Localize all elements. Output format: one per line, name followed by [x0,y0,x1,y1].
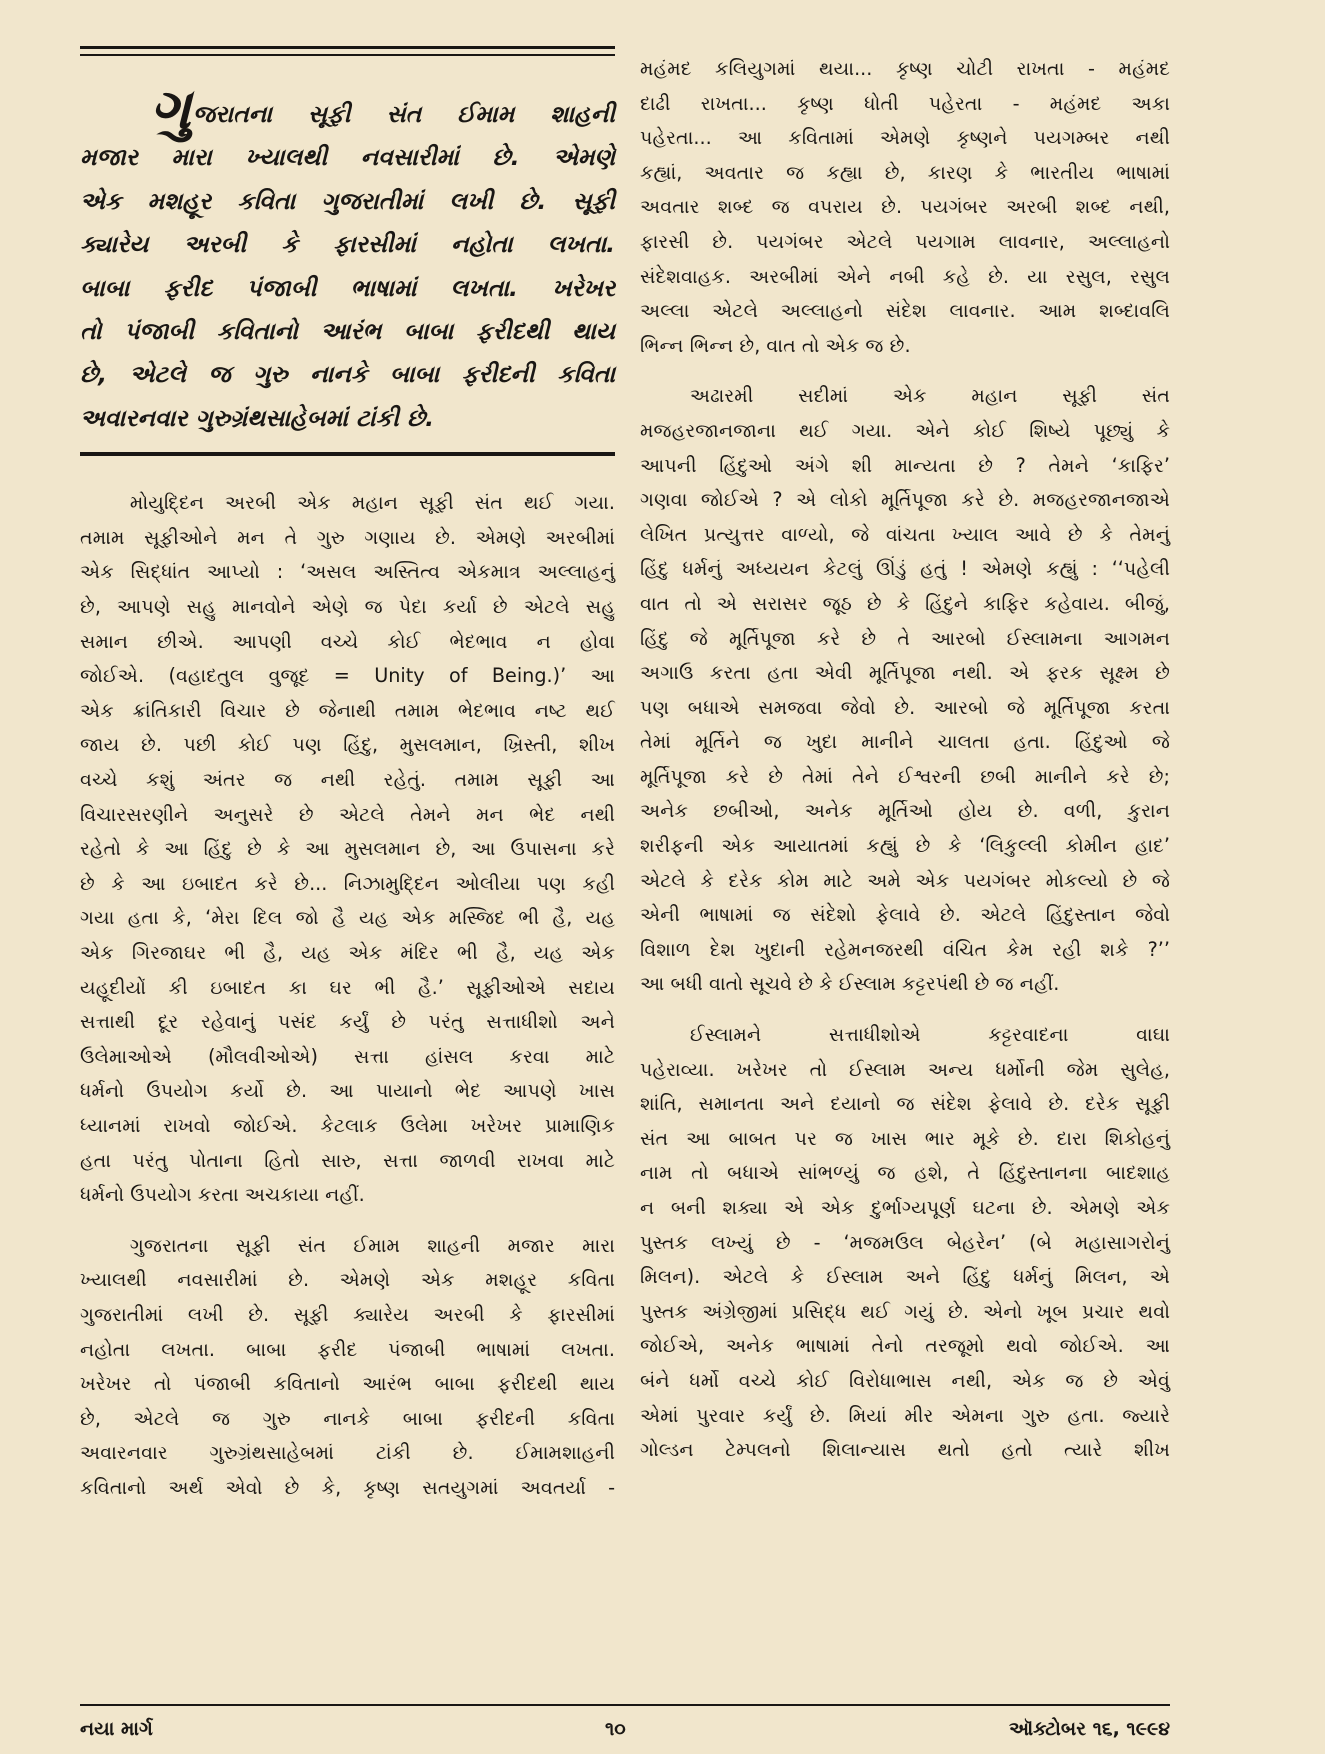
right-text-line: મહંમદ કલિયુગમાં થયા... કૃષ્ણ ચોટી રાખતા - મહંમદ [640,57,1170,80]
footer-rule [80,1704,1170,1706]
left-text-line: ખ્યાલથી નવસારીમાં છે. એમણે એક મશહૂર કવિતા [80,1268,615,1292]
right-text-line: આપની હિંદુઓ અંગે શી માન્યતા છે ? તેમને ‘કાફિર’ [640,453,1170,477]
left-text-line: છે, આપણે સહુ માનવોને એણે જ પેદા કર્યા છે એટલે સહુ [80,595,615,619]
top-double-rule [80,46,615,56]
right-text-line: આ બધી વાતો સૂચવે છે કે ઈસ્લામ કટ્ટરપંથી છે જ નહીં. [640,972,1060,996]
right-text-line: અઢારમી સદીમાં એક મહાન સૂફી સંત [689,384,1170,408]
publication-name: નયા માર્ગ [80,1718,153,1740]
page-footer [80,1718,1170,1744]
right-text-line: શાંતિ, સમાનતા અને દયાનો જ સંદેશ ફેલાવે છે. દરેક સૂફી [640,1092,1170,1116]
left-text-line: યહૂદીયોં કી ઇબાદત કા ઘર ભી હૈ.’ સૂફીઓએ સદાય [80,975,615,999]
pull-quote-line: અવારનવાર ગુરુગ્રંથસાહેબમાં ટાંકી છે. [80,403,435,432]
left-text-line: કવિતાનો અર્થ એવો છે કે, કૃષ્ણ સતયુગમાં અવતર્યા - [80,1475,615,1499]
pull-quote [80,77,615,440]
pull-quote-line: ક્યારેય અરબી કે ફારસીમાં નહોતા લખતા. [80,230,615,259]
issue-date: ઑક્ટોબર ૧૬, ૧૯૯૪ [1008,1718,1170,1740]
right-text-line: બંને ધર્મો વચ્ચે કોઈ વિરોધાભાસ નથી, એક જ છે એવું [640,1368,1170,1392]
right-text-line: એમાં પુરવાર કર્યું છે. મિયાં મીર એમના ગુરુ હતા. જ્યારે [640,1403,1170,1427]
paragraph-gap [640,1002,1170,1018]
right-text-line: પુસ્તક અંગ્રેજીમાં પ્રસિદ્ધ થઈ ગયું છે. એનો ખૂબ પ્રચાર થવો [640,1299,1170,1323]
right-text-line: ન બની શક્યા એ એક દુર્ભાગ્યપૂર્ણ ઘટના છે. એમણે એક [640,1196,1170,1219]
right-text-line: પુસ્તક લખ્યું છે - ‘મજમઉલ બેહરેન’ (બે મહાસાગરોનું [640,1230,1170,1254]
right-text-line: ઈસ્લામને સત્તાધીશોએ કટ્ટરવાદના વાઘા [689,1023,1170,1047]
left-text-line: સમાન છીએ. આપણી વચ્ચે કોઈ ભેદભાવ ન હોવા [80,629,615,653]
right-text-line: સંદેશવાહક. અરબીમાં એને નબી કહે છે. યા રસુલ, રસુલ [640,264,1170,288]
left-text-line: ગુજરાતીમાં લખી છે. સૂફી ક્યારેય અરબી કે ફારસીમાં [80,1302,615,1326]
left-text-line: જાય છે. પછી કોઈ પણ હિંદુ, મુસલમાન, ખ્રિસ્તી, શીખ [80,733,615,757]
right-text-line: એટલે કે દરેક કોમ માટે અમે એક પયગંબર મોકલ્યો છે જે [640,868,1170,892]
left-text-line: એક ગિરજાઘર ભી હૈ, યહ એક મંદિર ભી હૈ, યહ એક [80,940,615,964]
right-text-line: વાત તો એ સરાસર જૂઠ છે કે હિંદુને કાફિર કહેવાય. બીજું, [640,591,1170,615]
pull-quote-line: છે, એટલે જ ગુરુ નાનકે બાબા ફરીદની કવિતા [80,360,615,389]
left-text-line: જોઈએ. (વહાદતુલ વુજૂદ = Unity of Being.)’ આ [80,664,615,688]
left-text-line: સત્તાથી દૂર રહેવાનું પસંદ કર્યું છે પરંતુ સત્તાધીશો અને [80,1010,615,1034]
right-text-line: હિંદુ ધર્મનું અધ્યયન કેટલું ઊંડું હતું ! એમણે કહ્યું : ‘‘પહેલી [640,557,1170,581]
right-text-line: ગોલ્ડન ટેમ્પલનો શિલાન્યાસ થતો હતો ત્યારે શીખ [640,1438,1170,1462]
right-text-line: અનેક છબીઓ, અનેક મૂર્તિઓ હોય છે. વળી, કુરાન [640,799,1170,823]
left-text-line: છે, એટલે જ ગુરુ નાનકે બાબા ફરીદની કવિતા [80,1406,615,1430]
right-text-line: સંત આ બાબત પર જ ખાસ ભાર મૂકે છે. દારા શિકોહનું [640,1126,1170,1150]
right-text-line: એની ભાષામાં જ સંદેશો ફેલાવે છે. એટલે હિંદુસ્તાન જેવો [640,903,1170,927]
paragraph-gap [640,363,1170,379]
left-text-line: નહોતા લખતા. બાબા ફરીદ પંજાબી ભાષામાં લખતા. [80,1337,615,1361]
left-text-line: વચ્ચે કશું અંતર જ નથી રહેતું. તમામ સૂફી આ [80,768,615,791]
right-text-line: નામ તો બધાએ સાંભળ્યું જ હશે, તે હિંદુસ્તાનના બાદશાહ [640,1161,1170,1185]
pull-quote-text: જરાતના સૂફી સંત ઈમામ શાહની [192,100,615,128]
pull-quote-line: એક મશહૂર કવિતા ગુજરાતીમાં લખી છે. સૂફી [80,186,615,215]
left-text-line: છે કે આ ઇબાદત કરે છે... નિઝામુદ્દિન ઓલીયા પણ કહી [80,871,615,895]
left-text-line: એક સિદ્ધાંત આપ્યો : ‘અસલ અસ્તિત્વ એકમાત્ર અલ્લાહનું [80,560,615,584]
right-text-line: ગણવા જોઈએ ? એ લોકો મૂર્તિપૂજા કરે છે. મજહરજાનજાએ [640,488,1170,512]
left-text-line: તમામ સૂફીઓને મન તે ગુરુ ગણાય છે. એમણે અરબીમાં [80,525,615,549]
right-text-line: મૂર્તિપૂજા કરે છે તેમાં તેને ઈશ્વરની છબી માનીને કરે છે; [640,764,1170,788]
left-text-line: ધર્મનો ઉપયોગ કર્યો છે. આ પાયાનો ભેદ આપણે ખાસ [80,1079,615,1103]
right-column [640,52,1170,1468]
right-text-line: દાઢી રાખતા... કૃષ્ણ ધોતી પહેરતા - મહંમદ અકા [640,91,1170,115]
pull-quote-line: તો પંજાબી કવિતાનો આરંભ બાબા ફરીદથી થાય [80,317,615,346]
left-text-line: ધર્મનો ઉપયોગ કરતા અચકાયા નહીં. [80,1183,365,1207]
left-body-text [80,486,615,1505]
right-text-line: હિંદુ જે મૂર્તિપૂજા કરે છે તે આરબો ઈસ્લામના આગમન [640,626,1170,650]
page-number: ૧૦ [605,1718,626,1740]
left-text-line: અવારનવાર ગુરુગ્રંથસાહેબમાં ટાંકી છે. ઈમામશાહની [80,1441,615,1465]
right-text-line: વિશાળ દેશ ખુદાની રહેમનજરથી વંચિત કેમ રહી શકે ?’’ [640,937,1170,961]
pull-quote-line: બાબા ફરીદ પંજાબી ભાષામાં લખતા. ખરેખર [80,273,615,302]
right-text-line: પહેરતા... આ કવિતામાં એમણે કૃષ્ણને પયગમ્બર નથી [640,126,1170,150]
paragraph-gap [80,1213,615,1229]
right-text-line: અગાઉ કરતા હતા એવી મૂર્તિપૂજા નથી. એ ફરક સૂક્ષ્મ છે [640,661,1170,685]
right-text-line: પણ બધાએ સમજવા જેવો છે. આરબો જે મૂર્તિપૂજા કરતા [640,695,1170,719]
right-text-line: ભિન્ન ભિન્ન છે, વાત તો એક જ છે. [640,333,911,357]
right-text-line: મિલન). એટલે કે ઈસ્લામ અને હિંદુ ધર્મનું મિલન, એ [640,1265,1170,1289]
left-text-line: ધ્યાનમાં રાખવો જોઈએ. કેટલાક ઉલેમા ખરેખર પ્રામાણિક [80,1113,615,1137]
right-text-line: અલ્લા એટલે અલ્લાહનો સંદેશ લાવનાર. આમ શબ્દાવલિ [640,299,1170,323]
right-text-line: પહેરાવ્યા. ખરેખર તો ઈસ્લામ અન્ય ધર્મોની જેમ સુલેહ, [640,1057,1170,1081]
left-text-line: ગયા હતા કે, ‘મેરા દિલ જો હૈ યહ એક મસ્જિદ ભી હૈ, યહ [80,906,615,930]
right-text-line: જોઈએ, અનેક ભાષામાં તેનો તરજૂમો થવો જોઈએ. આ [640,1334,1170,1358]
left-text-line: ગુજરાતના સૂફી સંત ઈમામ શાહની મજાર મારા [129,1233,615,1257]
pull-quote-line [80,77,615,142]
pull-quote-line: મજાર મારા ખ્યાલથી નવસારીમાં છે. એમણે [80,143,615,172]
left-text-line: વિચારસરણીને અનુસરે છે એટલે તેમને મન ભેદ નથી [80,802,615,826]
right-text-line: મજહરજાનજાના થઈ ગયા. એને કોઈ શિષ્યે પૂછ્યું કે [640,418,1170,442]
left-text-line: એક ક્રાંતિકારી વિચાર છે જેનાથી તમામ ભેદભાવ નષ્ટ થઈ [80,698,615,722]
right-text-line: ફારસી છે. પયગંબર એટલે પયગામ લાવનાર, અલ્લાહનો [640,229,1170,253]
left-text-line: ઉલેમાઓએ (મૌલવીઓએ) સત્તા હાંસલ કરવા માટે [80,1044,615,1068]
right-text-line: અવતાર શબ્દ જ વપરાય છે. પયગંબર અરબી શબ્દ નથી, [640,195,1170,219]
left-text-line: રહેતો કે આ હિંદુ છે કે આ મુસલમાન છે, આ ઉપાસના કરે [80,837,615,861]
left-text-line: ખરેખર તો પંજાબી કવિતાનો આરંભ બાબા ફરીદથી થાય [80,1372,615,1396]
left-text-line: હતા પરંતુ પોતાના હિતો સારુ, સત્તા જાળવી રાખવા માટે [80,1148,615,1172]
right-text-line: કહ્યાં, અવતાર જ કહ્યા છે, કારણ કે ભારતીય ભાષામાં [640,160,1170,184]
right-text-line: તેમાં મૂર્તિને જ ખુદા માનીને ચાલતા હતા. હિંદુઓ જે [640,730,1170,754]
right-text-line: શરીફની એક આયાતમાં કહ્યું છે કે ‘લિકુલ્લી કોમીન હાદ’ [640,834,1170,858]
left-column [80,46,615,1505]
drop-cap: ગુ [150,77,191,142]
right-text-line: લેખિત પ્રત્યુત્તર વાળ્યો, જે વાંચતા ખ્યાલ આવે છે કે તેમનું [640,522,1170,546]
left-text-line: મોયુદ્દિન અરબી એક મહાન સૂફી સંત થઈ ગયા. [129,491,615,515]
pull-quote-bottom-rule [80,452,615,456]
